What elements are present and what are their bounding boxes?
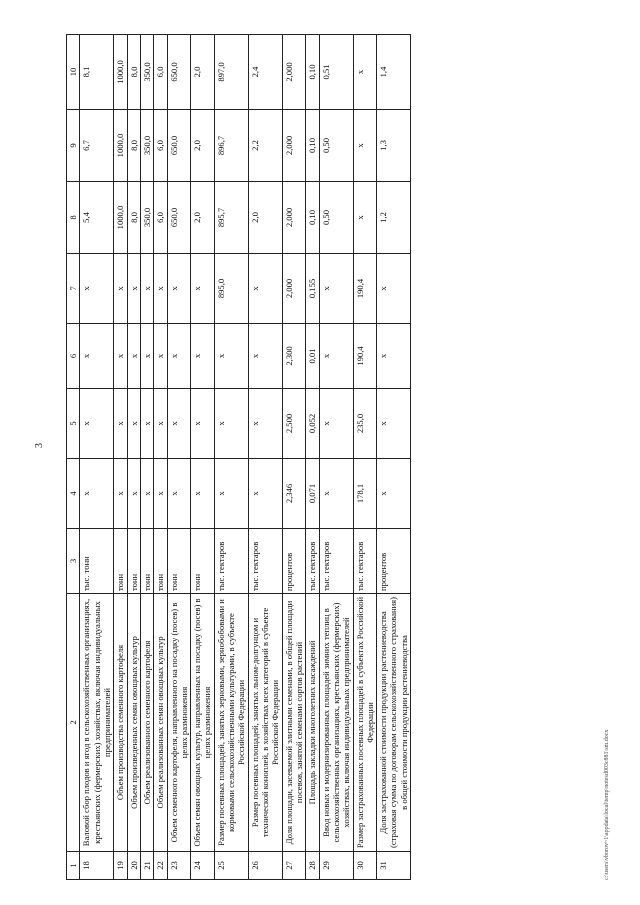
row-number-cell: 29 [319, 852, 353, 880]
value-cell: x [127, 459, 140, 529]
value-cell: 0,51 [319, 35, 353, 110]
value-cell: x [167, 324, 191, 389]
value-cell: x [154, 389, 167, 459]
value-cell: x [114, 254, 127, 324]
value-cell: 0,50 [319, 182, 353, 254]
table-row [127, 35, 140, 880]
value-cell: 6,0 [154, 110, 167, 182]
value-cell: 2,0 [191, 182, 215, 254]
value-cell: x [377, 254, 411, 324]
value-cell: x [80, 389, 114, 459]
value-cell: x [114, 459, 127, 529]
value-cell: 8,0 [127, 35, 140, 110]
value-cell: x [214, 459, 248, 529]
row-number-cell: 18 [80, 852, 114, 880]
value-cell: 2,000 [282, 182, 306, 254]
value-cell: x [319, 254, 353, 324]
row-number-cell: 31 [377, 852, 411, 880]
value-cell: 2,4 [248, 35, 282, 110]
value-cell: x [140, 254, 153, 324]
unit-cell: процентов [377, 529, 411, 594]
value-cell: 6,7 [80, 110, 114, 182]
value-cell: x [154, 324, 167, 389]
value-cell: x [377, 459, 411, 529]
indicator-name-cell: Размер застрахованных посевных площадей в субъектах Российской Федерации [353, 594, 377, 852]
row-number-cell: 25 [214, 852, 248, 880]
value-cell: x [140, 459, 153, 529]
value-cell: x [319, 324, 353, 389]
value-cell: 0,10 [306, 182, 319, 254]
value-cell: 8,0 [127, 182, 140, 254]
value-cell: x [319, 389, 353, 459]
value-cell: 650,0 [167, 110, 191, 182]
row-number-cell: 27 [282, 852, 306, 880]
column-header: 9 [67, 110, 80, 182]
column-header: 2 [67, 594, 80, 852]
indicator-name-cell: Доля площади, засеваемой элитными семенами, в общей площади посевов, занятой семенами сортов растений [282, 594, 306, 852]
value-cell: x [114, 324, 127, 389]
value-cell: 895,7 [214, 182, 248, 254]
unit-cell: тыс. гектаров [319, 529, 353, 594]
indicators-table [66, 34, 411, 880]
indicator-name-cell: Объем семенного картофеля, направленного на посадку (посев) в целях размножения [167, 594, 191, 852]
table-row [214, 35, 248, 880]
value-cell: x [191, 389, 215, 459]
indicator-name-cell: Объем семян овощных культур, направленных на посадку (посев) в целях размножения [191, 594, 215, 852]
indicator-name-cell: Размер посевных площадей, занятых льном-долгунцом и технической коноплей, в хозяйствах всех категорий в субъекте Российской Федерации [248, 594, 282, 852]
value-cell: 2,0 [248, 182, 282, 254]
row-number-cell: 26 [248, 852, 282, 880]
value-cell: x [319, 459, 353, 529]
table-row [377, 35, 411, 880]
unit-cell: процентов [282, 529, 306, 594]
value-cell: x [154, 459, 167, 529]
value-cell: 0,50 [319, 110, 353, 182]
table-row [282, 35, 306, 880]
indicator-name-cell: Объем производства семенного картофеля [114, 594, 127, 852]
table-row [80, 35, 114, 880]
value-cell: 2,0 [191, 110, 215, 182]
row-number-cell: 21 [140, 852, 153, 880]
value-cell: 190,4 [353, 324, 377, 389]
unit-cell: тыс. гектаров [353, 529, 377, 594]
rotated-table-wrapper [66, 35, 604, 880]
indicator-name-cell: Размер посевных площадей, занятых зерновыми, зернобобовыми и кормовыми сельскохозяйственными культурами, в субъекте Российской Федерации [214, 594, 248, 852]
unit-cell: тонн [140, 529, 153, 594]
column-header: 7 [67, 254, 80, 324]
value-cell: 0,10 [306, 35, 319, 110]
column-header: 1 [67, 852, 80, 880]
value-cell: x [167, 254, 191, 324]
value-cell: x [140, 324, 153, 389]
value-cell: x [214, 324, 248, 389]
table-header-row [67, 35, 80, 880]
value-cell: 350,0 [140, 110, 153, 182]
table-row [114, 35, 127, 880]
value-cell: x [167, 389, 191, 459]
value-cell: 2,000 [282, 110, 306, 182]
column-header: 10 [67, 35, 80, 110]
value-cell: x [80, 254, 114, 324]
value-cell: x [248, 389, 282, 459]
value-cell: 5,4 [80, 182, 114, 254]
value-cell: 0,155 [306, 254, 319, 324]
value-cell: 896,7 [214, 110, 248, 182]
value-cell: 235,0 [353, 389, 377, 459]
table-row [191, 35, 215, 880]
value-cell: x [80, 459, 114, 529]
row-number-cell: 23 [167, 852, 191, 880]
value-cell: 897,0 [214, 35, 248, 110]
row-number-cell: 24 [191, 852, 215, 880]
value-cell: 0,052 [306, 389, 319, 459]
value-cell: 8,0 [127, 110, 140, 182]
value-cell: 2,300 [282, 324, 306, 389]
value-cell: x [80, 324, 114, 389]
unit-cell: тонн [154, 529, 167, 594]
column-header: 6 [67, 324, 80, 389]
value-cell: 1000,0 [114, 110, 127, 182]
unit-cell: тыс. гектаров [248, 529, 282, 594]
unit-cell: тыс. гектаров [306, 529, 319, 594]
value-cell: x [191, 324, 215, 389]
row-number-cell: 19 [114, 852, 127, 880]
value-cell: x [353, 110, 377, 182]
value-cell: 350,0 [140, 35, 153, 110]
table-row [154, 35, 167, 880]
unit-cell: тыс. тонн [80, 529, 114, 594]
value-cell: 2,2 [248, 110, 282, 182]
indicator-name-cell: Объем реализованного семенного картофеля [140, 594, 153, 852]
indicator-name-cell: Доля застрахованной стоимости продукции растениеводства (страховая сумма по договорам сельскохозяйственного страхования) в общей стоимости продукции растениеводства [377, 594, 411, 852]
value-cell: x [248, 324, 282, 389]
value-cell: 1000,0 [114, 182, 127, 254]
indicator-name-cell: Площадь закладки многолетних насаждений [306, 594, 319, 852]
value-cell: x [127, 389, 140, 459]
value-cell: 6,0 [154, 182, 167, 254]
value-cell: 1,4 [377, 35, 411, 110]
unit-cell: тонн [127, 529, 140, 594]
value-cell: 2,0 [191, 35, 215, 110]
value-cell: x [353, 35, 377, 110]
column-header: 8 [67, 182, 80, 254]
value-cell: x [191, 254, 215, 324]
unit-cell: тонн [114, 529, 127, 594]
table-row [306, 35, 319, 880]
footer-file-path: c:\users\vborov~1\appdata\local\temp\notesd003c881\sm.docx [604, 729, 610, 880]
value-cell: 2,000 [282, 254, 306, 324]
table-row [140, 35, 153, 880]
value-cell: 350,0 [140, 182, 153, 254]
value-cell: 895,0 [214, 254, 248, 324]
value-cell: x [140, 389, 153, 459]
unit-cell: тонн [191, 529, 215, 594]
value-cell: x [127, 254, 140, 324]
table-row [167, 35, 191, 880]
value-cell: 0,10 [306, 110, 319, 182]
table-row [319, 35, 353, 880]
value-cell: 2,346 [282, 459, 306, 529]
value-cell: x [127, 324, 140, 389]
value-cell: 190,4 [353, 254, 377, 324]
value-cell: 2,000 [282, 35, 306, 110]
column-header: 3 [67, 529, 80, 594]
value-cell: 650,0 [167, 182, 191, 254]
table-body [80, 35, 411, 880]
indicator-name-cell: Валовой сбор плодов и ягод в сельскохозяйственных организациях, крестьянских (фермерских) хозяйствах, включая индивидуальных предпринимателей [80, 594, 114, 852]
row-number-cell: 22 [154, 852, 167, 880]
page-number: 3 [34, 443, 45, 448]
value-cell: x [154, 254, 167, 324]
value-cell: x [377, 389, 411, 459]
indicator-name-cell: Объем произведенных семян овощных культур [127, 594, 140, 852]
value-cell: x [191, 459, 215, 529]
value-cell: 0,071 [306, 459, 319, 529]
value-cell: 1000,0 [114, 35, 127, 110]
table-row [353, 35, 377, 880]
value-cell: x [167, 459, 191, 529]
value-cell: 6,0 [154, 35, 167, 110]
value-cell: 0,01 [306, 324, 319, 389]
value-cell: x [248, 459, 282, 529]
value-cell: 1,3 [377, 110, 411, 182]
row-number-cell: 30 [353, 852, 377, 880]
row-number-cell: 20 [127, 852, 140, 880]
value-cell: 1,2 [377, 182, 411, 254]
value-cell: x [214, 389, 248, 459]
unit-cell: тыс. гектаров [214, 529, 248, 594]
column-header: 5 [67, 389, 80, 459]
unit-cell: тонн [167, 529, 191, 594]
value-cell: x [114, 389, 127, 459]
indicator-name-cell: Ввод новых и модернизированных площадей зимних теплиц в сельскохозяйственных организациях, крестьянских (фермерских) хозяйствах, включая индивидуальных предпринимателей [319, 594, 353, 852]
indicator-name-cell: Объем реализованных семян овощных культур [154, 594, 167, 852]
value-cell: 650,0 [167, 35, 191, 110]
row-number-cell: 28 [306, 852, 319, 880]
value-cell: 2,500 [282, 389, 306, 459]
value-cell: x [248, 254, 282, 324]
value-cell: x [353, 182, 377, 254]
table-row [248, 35, 282, 880]
value-cell: 178,1 [353, 459, 377, 529]
value-cell: 8,1 [80, 35, 114, 110]
value-cell: x [377, 324, 411, 389]
column-header: 4 [67, 459, 80, 529]
